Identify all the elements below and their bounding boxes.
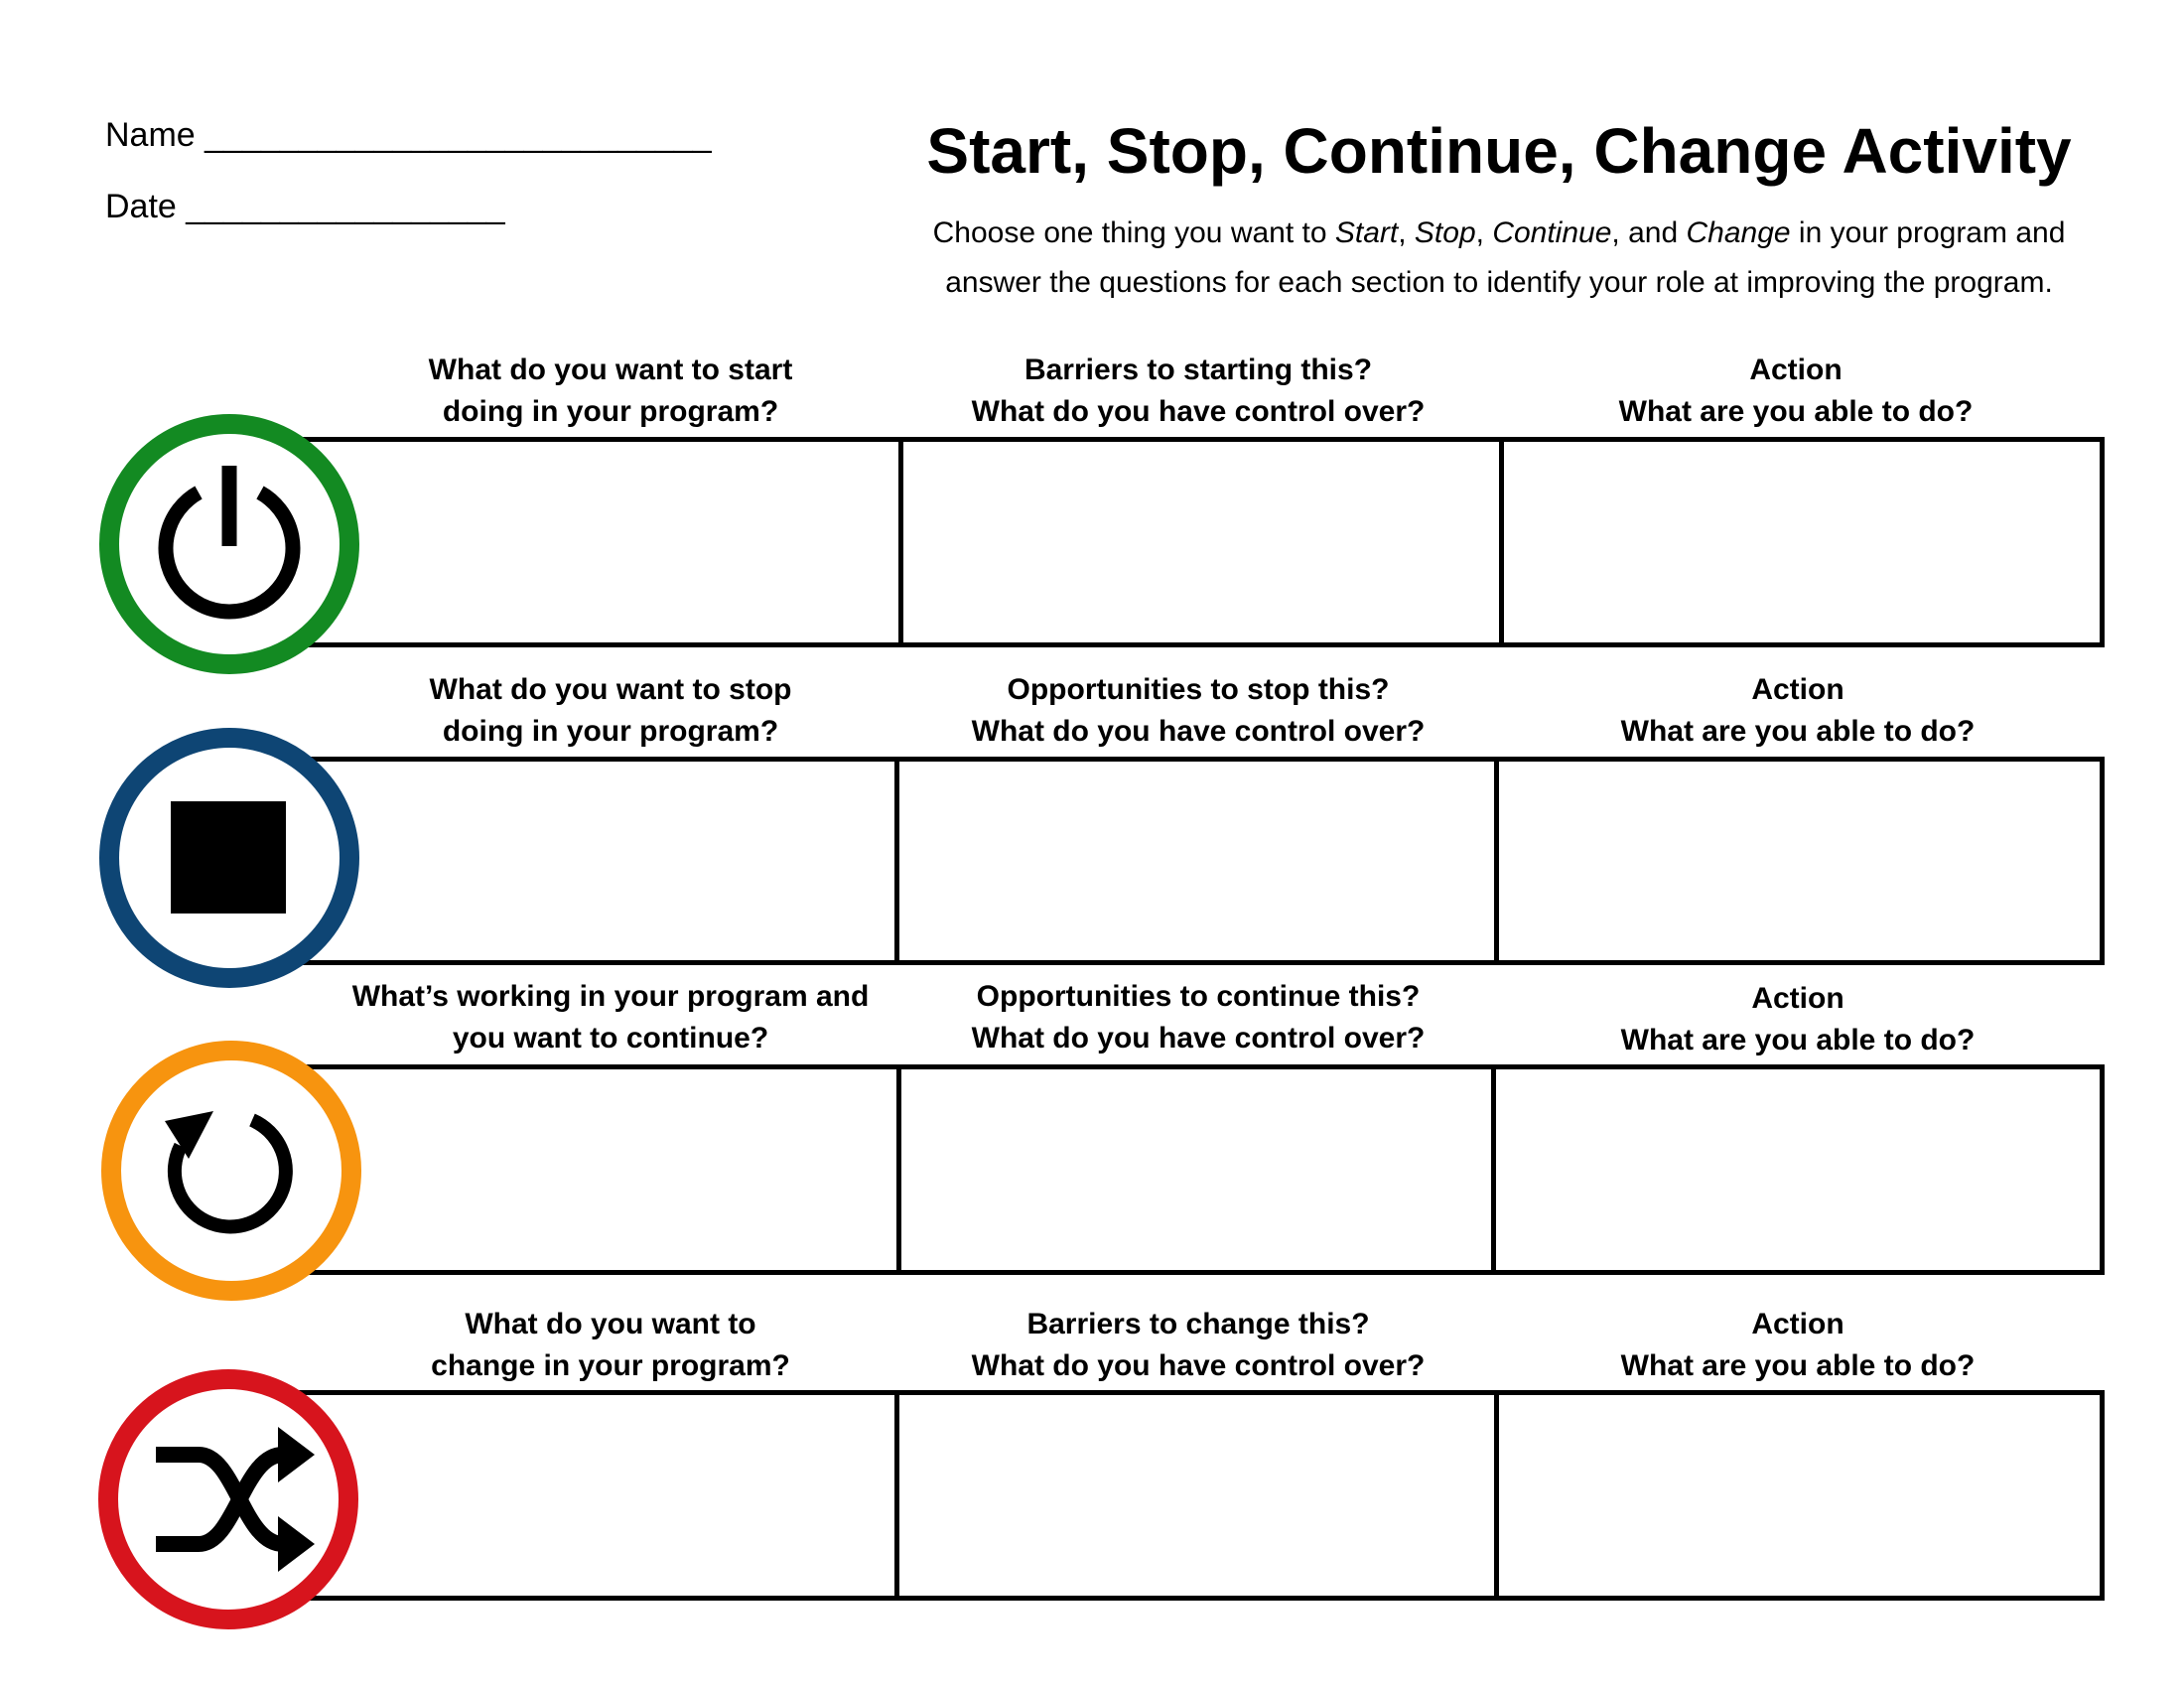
start-question-header — [313, 350, 908, 433]
start-action-box[interactable] — [1499, 437, 2105, 647]
page-title: Start, Stop, Continue, Change Activity — [926, 115, 2072, 187]
header-line: Action — [1751, 1308, 1844, 1340]
header-line: Action — [1749, 353, 1843, 386]
power-icon — [95, 410, 363, 678]
header-line: Opportunities to stop this? — [1007, 673, 1390, 706]
header-line: What are you able to do? — [1620, 715, 1976, 748]
header-line: What do you want to stop — [429, 673, 792, 706]
change-barriers-header — [900, 1304, 1496, 1387]
header-line: What do you want to start — [428, 353, 793, 386]
refresh-icon — [97, 1037, 365, 1305]
stop-action-header — [1500, 669, 2096, 753]
continue-action-box[interactable] — [1491, 1064, 2105, 1275]
header-line: What’s working in your program and — [351, 980, 870, 1013]
start-barriers-header — [900, 350, 1496, 433]
intro-start: Start — [1334, 216, 1399, 249]
header-line: What do you want to — [465, 1308, 756, 1340]
header-line: What are you able to do? — [1620, 1024, 1976, 1056]
change-action-header — [1500, 1304, 2096, 1387]
stop-question-header — [313, 669, 908, 753]
change-barriers-box[interactable] — [894, 1390, 1499, 1601]
continue-question-header — [313, 976, 908, 1059]
header-line: What do you have control over? — [971, 1022, 1426, 1055]
stop-answer-box[interactable] — [298, 757, 899, 965]
intro-text: in your program and answer the questions for each section to identify your role at improving the program. — [945, 216, 2066, 299]
icon-ring — [111, 1051, 351, 1291]
stop-opportunities-header — [900, 669, 1496, 753]
start-action-header — [1498, 350, 2094, 433]
continue-action-header — [1500, 978, 2096, 1061]
stop-action-box[interactable] — [1494, 757, 2105, 965]
header-line: you want to continue? — [452, 1022, 769, 1055]
start-barriers-box[interactable] — [898, 437, 1504, 647]
header-line: Opportunities to continue this? — [976, 980, 1421, 1013]
header-line: Action — [1751, 673, 1844, 706]
name-field[interactable]: Name ___________________________ — [105, 116, 712, 154]
header-line: What are you able to do? — [1620, 1349, 1976, 1382]
start-answer-box[interactable] — [298, 437, 903, 647]
shuffle-icon — [94, 1365, 362, 1633]
icon-ring — [108, 1379, 348, 1619]
intro-stop: Stop — [1414, 216, 1476, 249]
change-answer-box[interactable] — [298, 1390, 899, 1601]
continue-answer-box[interactable] — [298, 1064, 901, 1275]
header-line: What do you have control over? — [971, 715, 1426, 748]
header-line: What do you have control over? — [971, 1349, 1426, 1382]
intro-comma: , — [1398, 216, 1415, 249]
intro-text: , and — [1611, 216, 1687, 249]
continue-opportunities-box[interactable] — [896, 1064, 1496, 1275]
header-line: doing in your program? — [442, 715, 779, 748]
continue-opportunities-header — [900, 976, 1496, 1059]
stop-square — [171, 801, 286, 914]
header-line: doing in your program? — [442, 395, 779, 428]
stop-opportunities-box[interactable] — [894, 757, 1499, 965]
change-action-box[interactable] — [1494, 1390, 2105, 1601]
header-line: Barriers to starting this? — [1024, 353, 1373, 386]
header-line: Action — [1751, 982, 1844, 1015]
header-line: What do you have control over? — [971, 395, 1426, 428]
stop-icon — [95, 724, 363, 992]
header-line: What are you able to do? — [1618, 395, 1974, 428]
intro-change: Change — [1686, 216, 1791, 249]
change-question-header — [313, 1304, 908, 1387]
date-field[interactable]: Date _________________ — [105, 188, 505, 225]
header-line: change in your program? — [431, 1349, 790, 1382]
intro-text: Choose one thing you want to — [932, 216, 1335, 249]
instructions — [893, 209, 2105, 308]
intro-continue: Continue — [1492, 216, 1612, 249]
header-line: Barriers to change this? — [1026, 1308, 1370, 1340]
intro-comma: , — [1475, 216, 1493, 249]
